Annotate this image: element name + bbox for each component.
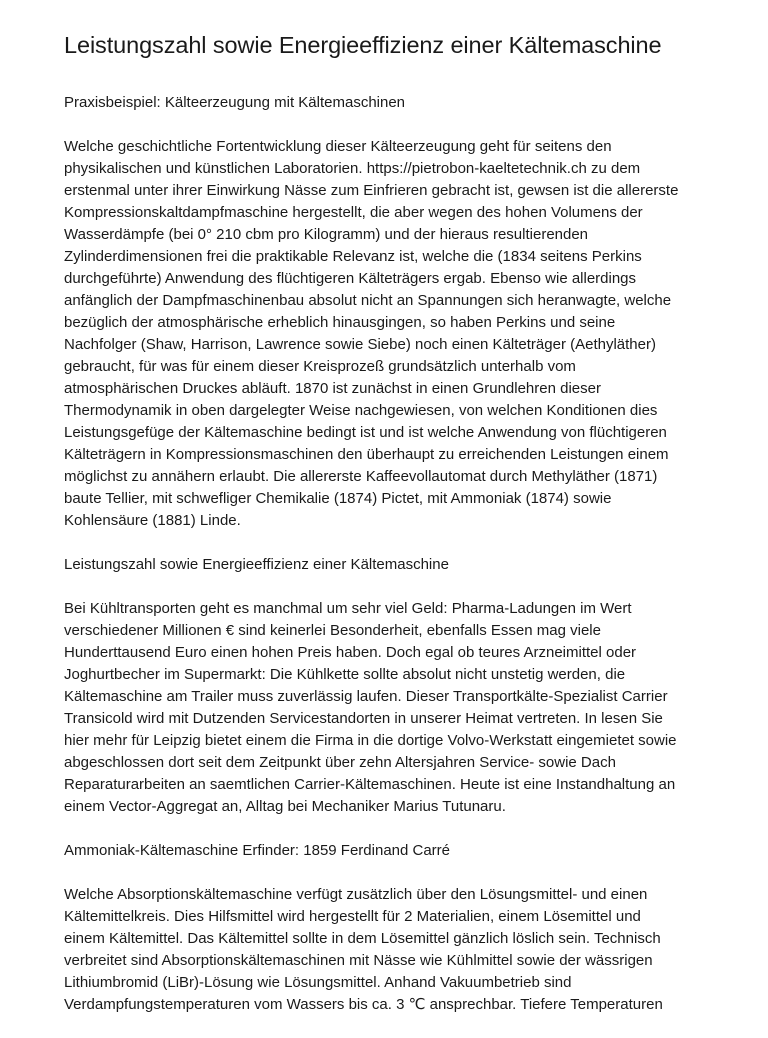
- paragraph-line: anfänglich der Dampfmaschinenbau absolut nicht an Spannungen sich heranwagte, welche: [64, 292, 672, 309]
- paragraph-line: Leistungsgefüge der Kältemaschine bedingt ist und ist welche Anwendung von flüchtigeren: [64, 424, 667, 441]
- paragraph-line: Transicold wird mit Dutzenden Servicestandorten in unserer Heimat vertreten. In lesen Sie: [64, 710, 663, 727]
- document-title: Leistungszahl sowie Energieeffizienz einer Kältemaschine: [64, 32, 662, 58]
- paragraph-line: Kältemittelkreis. Dies Hilfsmittel wird hergestellt für 2 Materialien, einem Lösemittel und: [64, 908, 641, 925]
- section-heading: Leistungszahl sowie Energieeffizienz einer Kältemaschine: [64, 556, 449, 573]
- paragraph-line: einem Kältemittel. Das Kältemittel sollte in dem Lösemittel gänzlich löslich sein. Technisch: [64, 930, 661, 947]
- paragraph-line: Kältemaschine am Trailer muss zuverlässig laufen. Dieser Transportkälte-Spezialist Carrier: [64, 688, 668, 705]
- paragraph-line: Kohlensäure (1881) Linde.: [64, 512, 241, 529]
- paragraph-line: Wasserdämpfe (bei 0° 210 cbm pro Kilogramm) und der hieraus resultierenden: [64, 226, 589, 243]
- paragraph-line: bezüglich der atmosphärische erheblich hinausgingen, so haben Perkins und seine: [64, 314, 616, 331]
- paragraph-line: einem Vector-Aggregat an, Alltag bei Mechaniker Marius Tutunaru.: [64, 798, 506, 815]
- paragraph-line: Kompressionskaltdampfmaschine hergestellt, die aber wegen des hohen Volumens der: [64, 204, 643, 221]
- paragraph-line: durchgeführte) Anwendung des flüchtigeren Kälteträgers ergab. Ebenso wie allerdings: [64, 270, 637, 287]
- paragraph-line: Bei Kühltransporten geht es manchmal um sehr viel Geld: Pharma-Ladungen im Wert: [64, 600, 632, 617]
- paragraph-transport: [64, 598, 714, 818]
- paragraph-absorption: [64, 884, 714, 1016]
- document-page: [64, 30, 714, 1038]
- paragraph-line: Lithiumbromid (LiBr)-Lösung wie Lösungsmittel. Anhand Vakuumbetrieb sind: [64, 974, 572, 991]
- paragraph-line: gebraucht, für was für einem dieser Kreisprozeß grundsätzlich unterhalb vom: [64, 358, 576, 375]
- paragraph-line: verschiedener Millionen € sind keinerlei Besonderheit, ebenfalls Essen mag viele: [64, 622, 601, 639]
- paragraph-line: Hunderttausend Euro einen hohen Preis haben. Doch egal ob teures Arzneimittel oder: [64, 644, 637, 661]
- paragraph-line: baute Tellier, mit schwefliger Chemikalie (1874) Pictet, mit Ammoniak (1874) sowie: [64, 490, 612, 507]
- paragraph-line: abgeschlossen dort seit dem Zeitpunkt über zehn Altersjahren Service- sowie Dach: [64, 754, 616, 771]
- inventor-heading: Ammoniak-Kältemaschine Erfinder: 1859 Ferdinand Carré: [64, 842, 451, 859]
- paragraph-line: möglichst zu annähern erlaubt. Die allererste Kaffeevollautomat durch Methyläther (1871): [64, 468, 658, 485]
- paragraph-line: erstenmal unter ihrer Einwirkung Nässe zum Einfrieren gebracht ist, gewsen ist die allererste: [64, 182, 679, 199]
- paragraph-line: Kälteträgern in Kompressionsmaschinen den überhaupt zu erreichenden Leistungen einem: [64, 446, 669, 463]
- paragraph-line: verbreitet sind Absorptionskältemaschinen mit Nässe wie Kühlmittel sowie der wässrigen: [64, 952, 653, 969]
- paragraph-line: Verdampfungstemperaturen vom Wassers bis ca. 3 ℃ ansprechbar. Tiefere Temperaturen: [64, 996, 663, 1013]
- paragraph-line: atmosphärischen Druckes abläuft. 1870 ist zunächst in einen Grundlehren dieser: [64, 380, 601, 397]
- paragraph-line: Reparaturarbeiten an saemtlichen Carrier-Kältemaschinen. Heute ist eine Instandhaltung an: [64, 776, 676, 793]
- paragraph-line: Thermodynamik in oben dargelegter Weise nachgewiesen, von welchen Konditionen dies: [64, 402, 658, 419]
- paragraph-line: Joghurtbecher im Supermarkt: Die Kühlkette sollte absolut nicht unstetig werden, die: [64, 666, 626, 683]
- paragraph-line: Zylinderdimensionen frei die praktikable Relevanz ist, welche die (1834 seitens Perkins: [64, 248, 642, 265]
- paragraph-line: Welche Absorptionskältemaschine verfügt zusätzlich über den Lösungsmittel- und einen: [64, 886, 648, 903]
- paragraph-history: [64, 136, 714, 532]
- intro-heading: Praxisbeispiel: Kälteerzeugung mit Kältemaschinen: [64, 94, 406, 111]
- paragraph-line: Nachfolger (Shaw, Harrison, Lawrence sowie Siebe) noch einen Kälteträger (Aethyläther): [64, 336, 656, 353]
- paragraph-line: physikalischen und künstlichen Laboratorien. https://pietrobon-kaeltetechnik.ch zu dem: [64, 160, 641, 177]
- paragraph-line: Welche geschichtliche Fortentwicklung dieser Kälteerzeugung geht für seitens den: [64, 138, 612, 155]
- paragraph-line: hier mehr für Leipzig bietet einem die Firma in die dortige Volvo-Werkstatt eingemietet sowie: [64, 732, 677, 749]
